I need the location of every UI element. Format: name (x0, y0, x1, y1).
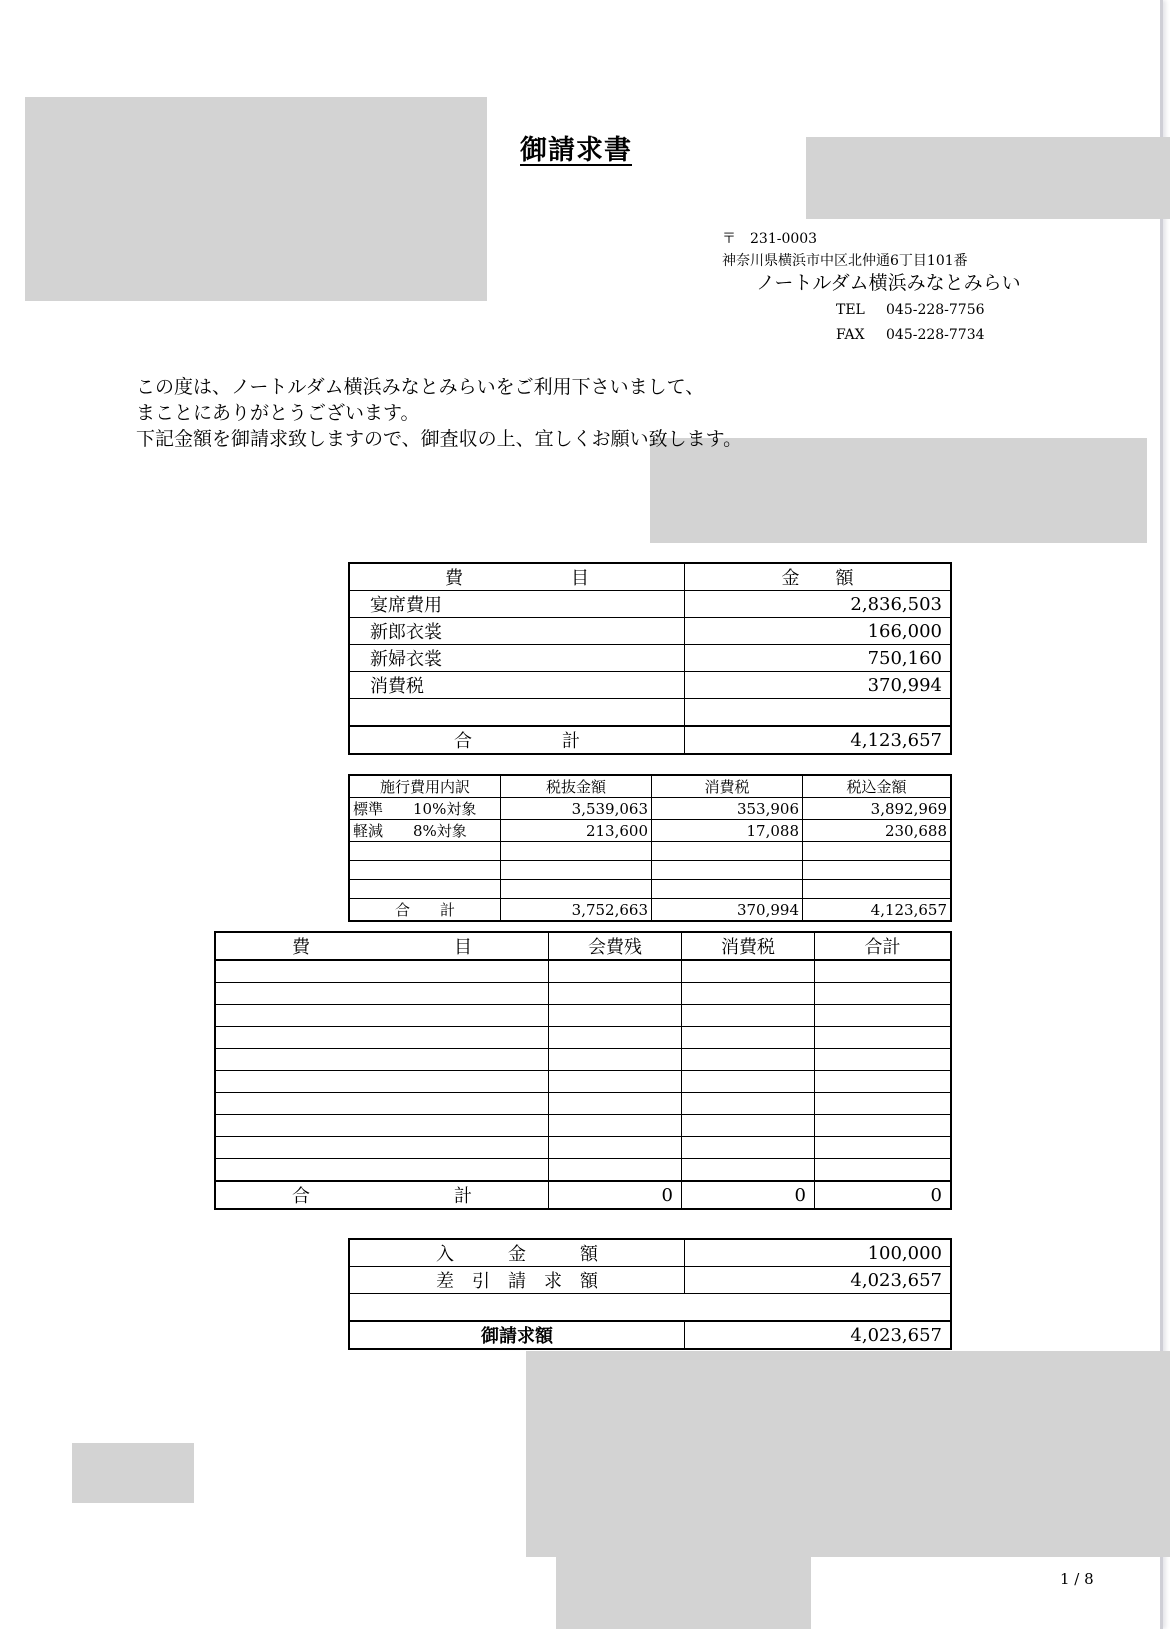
balance-amount: 4,023,657 (685, 1267, 952, 1294)
table-header-row (215, 932, 951, 960)
total-row (215, 1181, 951, 1209)
redacted-block (806, 137, 1170, 219)
item-cell: 新郎衣裳 (349, 618, 685, 645)
header-cell: 費 目 (215, 932, 549, 960)
header-cell: 税抜金額 (501, 775, 652, 798)
payment-table (348, 1238, 952, 1350)
empty-row (215, 1005, 951, 1027)
net-cell: 213,600 (501, 820, 652, 842)
empty-row (215, 1027, 951, 1049)
invoice-label: 御請求額 (349, 1321, 685, 1349)
issuer-company: ノートルダム横浜みなとみらい (756, 272, 1021, 294)
balance-row (349, 1267, 951, 1294)
total-sum: 0 (815, 1181, 952, 1209)
tax-breakdown-table (348, 774, 952, 922)
balance-label: 差 引 請 求 額 (349, 1267, 685, 1294)
header-cell: 合計 (815, 932, 952, 960)
empty-row (349, 861, 951, 880)
gross-cell: 3,892,969 (803, 798, 952, 820)
tel-number: 045-228-7756 (886, 302, 985, 318)
empty-cell (349, 1294, 951, 1322)
greeting-line: 下記金額を御請求致しますので、御査収の上、宜しくお願い致します。 (136, 428, 743, 450)
empty-row (215, 1071, 951, 1093)
total-gross: 4,123,657 (803, 899, 952, 922)
amount-cell: 166,000 (685, 618, 952, 645)
amount-cell: 750,160 (685, 645, 952, 672)
empty-row (215, 983, 951, 1005)
item-cell: 宴席費用 (349, 591, 685, 618)
total-amount: 4,123,657 (685, 726, 952, 754)
page-number: 1 / 8 (1060, 1570, 1094, 1588)
greeting-line: まことにありがとうございます。 (136, 402, 420, 424)
empty-row (215, 1137, 951, 1159)
tel-line (836, 302, 985, 318)
total-tax: 370,994 (652, 899, 803, 922)
net-cell: 3,539,063 (501, 798, 652, 820)
total-label: 合 計 (349, 899, 501, 922)
amount-cell: 2,836,503 (685, 591, 952, 618)
tax-cell: 353,906 (652, 798, 803, 820)
invoice-amount: 4,023,657 (685, 1321, 952, 1349)
total-label: 合 計 (349, 726, 685, 754)
received-label: 入 金 額 (349, 1239, 685, 1267)
empty-row (349, 842, 951, 861)
redacted-block (650, 438, 1147, 543)
label-cell: 軽減 8%対象 (349, 820, 501, 842)
redacted-block (526, 1351, 1170, 1557)
empty-row (349, 699, 951, 727)
received-amount: 100,000 (685, 1239, 952, 1267)
empty-row (215, 1159, 951, 1182)
label-cell: 標準 10%対象 (349, 798, 501, 820)
empty-row (215, 1115, 951, 1137)
table-row (349, 645, 951, 672)
total-fee: 0 (549, 1181, 682, 1209)
table-row (349, 618, 951, 645)
table-row (349, 798, 951, 820)
redacted-block (25, 97, 487, 301)
table-header-row (349, 563, 951, 591)
amount-cell: 370,994 (685, 672, 952, 699)
empty-row (215, 1093, 951, 1115)
table-row (349, 591, 951, 618)
empty-cell (685, 699, 952, 727)
table-row (349, 820, 951, 842)
table-header-row (349, 775, 951, 798)
postal-code: 〒 231-0003 (722, 231, 818, 247)
header-cell: 消費税 (652, 775, 803, 798)
document-title: 御請求書 (520, 135, 632, 166)
item-cell: 新婦衣裳 (349, 645, 685, 672)
table-row (349, 672, 951, 699)
fax-number: 045-228-7734 (886, 327, 985, 343)
received-row (349, 1239, 951, 1267)
empty-row (215, 1049, 951, 1071)
redacted-block (72, 1443, 194, 1503)
tax-cell: 17,088 (652, 820, 803, 842)
greeting-text (136, 374, 742, 452)
greeting-line: この度は、ノートルダム横浜みなとみらいをご利用下さいまして、 (136, 376, 705, 398)
total-label: 合 計 (215, 1181, 549, 1209)
empty-row (349, 1294, 951, 1322)
issuer-address: 神奈川県横浜市中区北仲通6丁目101番 (722, 253, 968, 269)
total-net: 3,752,663 (501, 899, 652, 922)
header-cell: 会費残 (549, 932, 682, 960)
header-amount: 金 額 (685, 563, 952, 591)
summary-table (348, 562, 952, 755)
fax-line (836, 327, 985, 343)
total-tax: 0 (682, 1181, 815, 1209)
fax-label: FAX (836, 327, 865, 343)
total-row (349, 899, 951, 922)
invoice-row (349, 1321, 951, 1349)
total-row (349, 726, 951, 754)
gross-cell: 230,688 (803, 820, 952, 842)
empty-row (349, 880, 951, 899)
empty-cell (349, 699, 685, 727)
tel-label: TEL (836, 302, 865, 318)
header-item: 費 目 (349, 563, 685, 591)
header-cell: 施行費用内訳 (349, 775, 501, 798)
empty-row (215, 960, 951, 983)
redacted-block (556, 1557, 811, 1629)
fee-table (214, 931, 952, 1210)
header-cell: 消費税 (682, 932, 815, 960)
header-cell: 税込金額 (803, 775, 952, 798)
item-cell: 消費税 (349, 672, 685, 699)
